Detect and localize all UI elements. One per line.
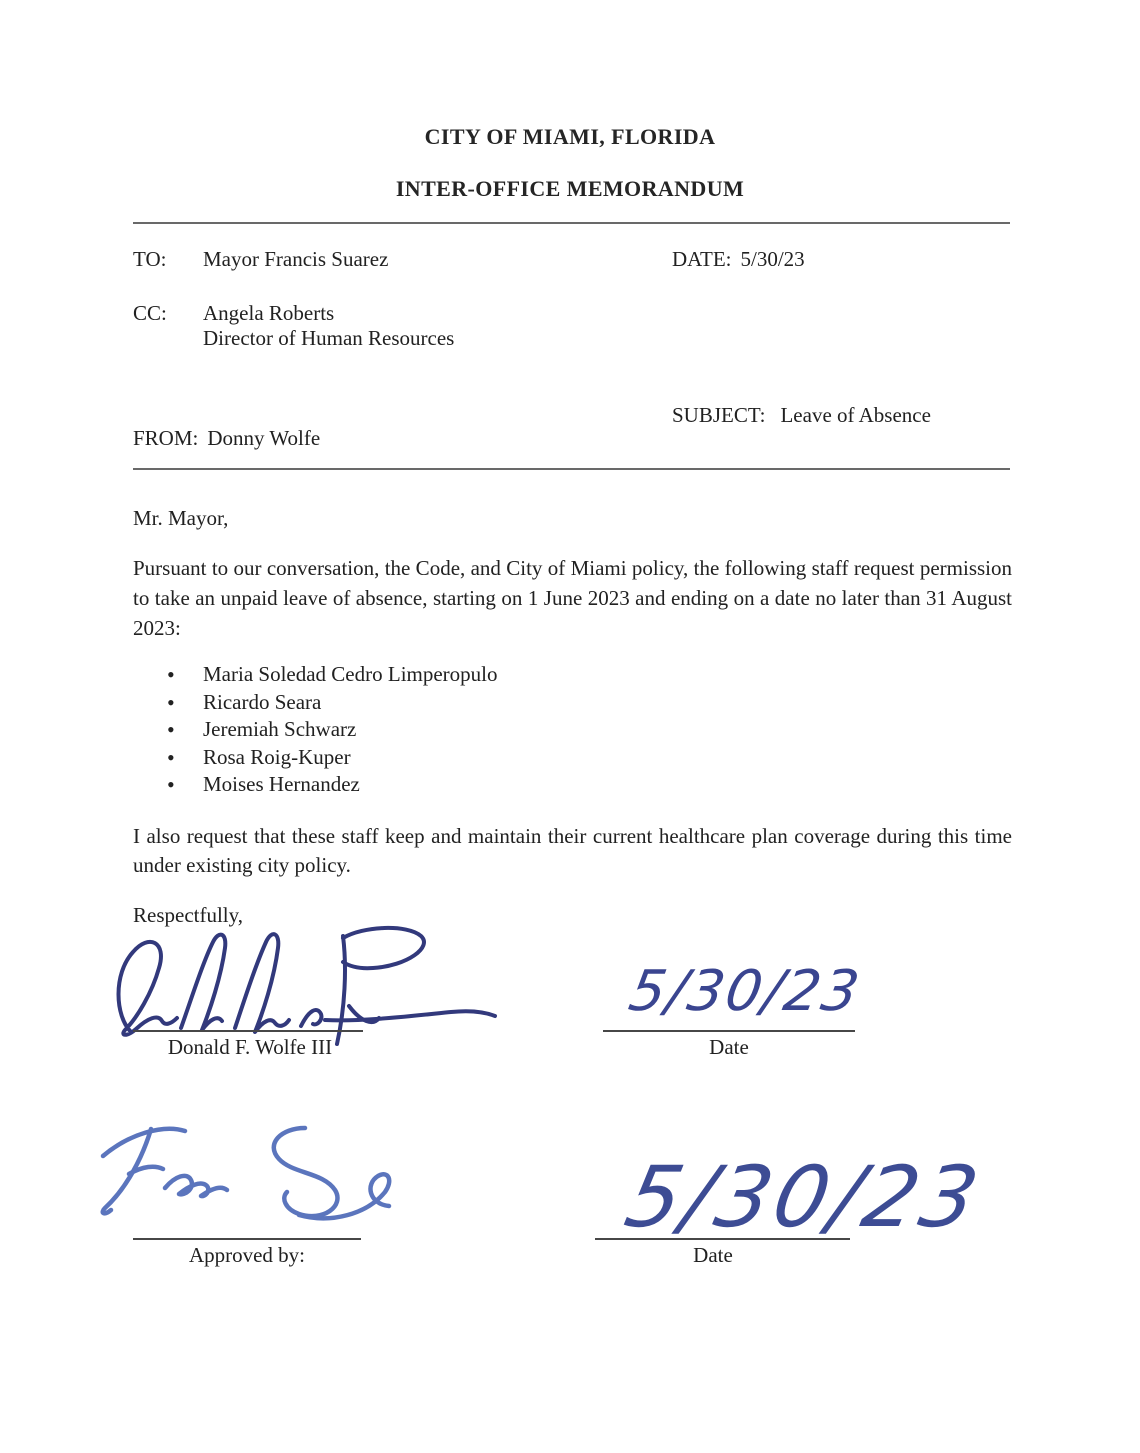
svg-text:5/30/23: 5/30/23: [617, 1148, 990, 1247]
cc-title: Director of Human Resources: [203, 326, 455, 350]
date-value: 5/30/23: [740, 247, 805, 271]
date-row: [672, 247, 805, 272]
from-value: Donny Wolfe: [207, 426, 321, 450]
body-paragraph-2: I also request that these staff keep and maintain their current healthcare plan coverage during this time under existing city policy.: [133, 824, 1012, 877]
subject-row: [672, 403, 931, 428]
cc-label: CC:: [133, 301, 167, 325]
body-paragraph-1: Pursuant to our conversation, the Code, and City of Miami policy, the following staff request permission to take an unpaid leave of absence, starting on 1 June 2023 and ending on a date no later than 31 August 2023:: [133, 556, 1012, 640]
subject-label: SUBJECT:: [672, 403, 766, 427]
to-value: Mayor Francis Suarez: [203, 247, 389, 271]
list-item: • Maria Soledad Cedro Limperopulo: [133, 661, 833, 689]
list-item: • Ricardo Seara: [133, 689, 833, 717]
salutation: Mr. Mayor,: [133, 506, 229, 530]
org-title: CITY OF MIAMI, FLORIDA: [424, 124, 716, 149]
meta-divider: [133, 468, 1010, 470]
header-divider: [133, 222, 1010, 224]
to-row: [133, 247, 388, 272]
signature-wolfe-line: [133, 1030, 363, 1032]
date-label-2: Date: [693, 1243, 733, 1267]
date-label-1: Date: [709, 1035, 749, 1059]
approved-by-line: [133, 1238, 361, 1240]
closing: Respectfully,: [133, 903, 244, 927]
cc-name: Angela Roberts: [203, 301, 335, 325]
cc-row: [133, 301, 454, 351]
subject-value: Leave of Absence: [780, 403, 931, 427]
svg-text:5/30/23: 5/30/23: [624, 959, 866, 1024]
from-label: FROM:: [133, 426, 199, 450]
date-line-1: [603, 1030, 855, 1032]
cc-block: [203, 301, 454, 351]
handwritten-date-1: [611, 952, 866, 1032]
from-row: [133, 426, 320, 451]
list-item: • Moises Hernandez: [133, 771, 833, 799]
list-item: • Jeremiah Schwarz: [133, 716, 833, 744]
signature-wolfe-name: Donald F. Wolfe III: [167, 1035, 333, 1059]
list-item: • Rosa Roig-Kuper: [133, 744, 833, 772]
signature-area: [133, 930, 1012, 1453]
signature-approver-handwriting: [93, 1112, 415, 1234]
date-label: DATE:: [672, 247, 732, 271]
doc-type-title: INTER-OFFICE MEMORANDUM: [395, 176, 745, 201]
approved-by-label: Approved by:: [188, 1243, 306, 1267]
to-label: TO:: [133, 247, 167, 271]
staff-list: [133, 661, 833, 799]
